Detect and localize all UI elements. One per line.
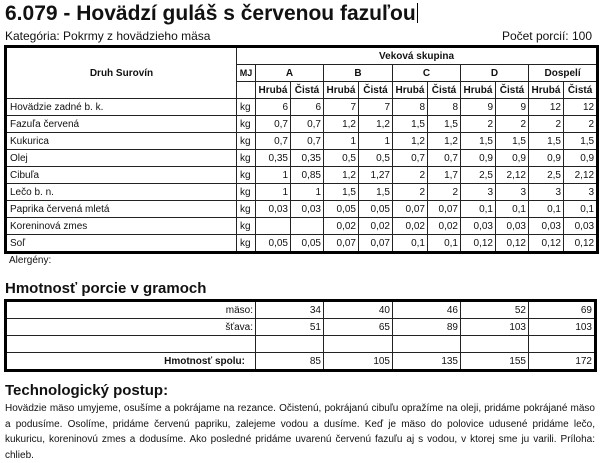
gross-amount-cell: 0,7 [393,150,428,167]
net-amount-cell: 0,85 [291,167,324,184]
gross-amount-cell: 1,5 [529,133,564,150]
col-header-gross: Hrubá [461,82,496,99]
gross-amount-cell: 0,03 [461,218,496,235]
ingredient-unit: kg [237,235,256,253]
group-header-c: C [393,65,461,82]
net-amount-cell: 0,05 [359,201,393,218]
gross-amount-cell: 0,9 [461,150,496,167]
gross-amount-cell: 0,07 [393,201,428,218]
gross-amount-cell: 0,07 [324,235,359,253]
ingredient-row [6,235,598,253]
ingredient-row [6,201,598,218]
ingredient-unit: kg [237,150,256,167]
net-amount-cell: 2 [496,116,529,133]
weight-value-cell: 103 [461,319,529,336]
gross-amount-cell: 0,1 [393,235,428,253]
gross-amount-cell: 2,5 [529,167,564,184]
weight-value-cell: 103 [529,319,596,336]
net-amount-cell: 1 [291,184,324,201]
net-amount-cell: 8 [428,99,461,116]
portion-weight-heading: Hmotnosť porcie v gramoch [5,280,207,297]
net-amount-cell: 0,1 [428,235,461,253]
gross-amount-cell: 3 [529,184,564,201]
net-amount-cell: 0,1 [564,201,598,218]
net-amount-cell: 0,03 [564,218,598,235]
col-header-gross: Hrubá [324,82,359,99]
col-header-net: Čistá [496,82,529,99]
net-amount-cell: 1,5 [564,133,598,150]
net-amount-cell: 0,07 [428,201,461,218]
weight-value-cell [461,336,529,353]
col-header-net: Čistá [359,82,393,99]
portion-count: Počet porcií: 100 [501,29,592,43]
net-amount-cell: 0,02 [359,218,393,235]
gross-amount-cell: 2 [529,116,564,133]
net-amount-cell: 0,7 [291,116,324,133]
gross-amount-cell: 1,5 [461,133,496,150]
recipe-title-text: 6.079 - Hovädzí guláš s červenou fazuľou [5,2,416,25]
weight-value-cell: 155 [461,353,529,371]
net-amount-cell: 2,12 [564,167,598,184]
weight-row [6,336,596,353]
weight-value-cell: 65 [324,319,393,336]
ingredient-name: Lečo b. n. [6,184,237,201]
gross-amount-cell: 0,03 [529,218,564,235]
net-amount-cell: 1 [359,133,393,150]
gross-amount-cell: 0,05 [256,235,291,253]
procedure-text: Hovädzie mäso umyjeme, osušíme a pokrájame na rezance. Očistenú, pokrájanú cibuľu opražíme na oleji, pridáme pokrájané mäso a podusíme. Osolíme, pridáme červenú papriku, zalejeme vodou a dusíme. Keď je mäso do polovice udusené pridáme lečo, kukuricu, koreninovú zmes a dodusíme. Ako posledné pridáme uvarenú červenú fazuľu aj s vodou, v ktorej sme ju varili. Príloha: chlieb. [5,403,595,461]
gross-amount-cell: 1,2 [324,116,359,133]
ingredient-name: Soľ [6,235,237,253]
gross-amount-cell [256,218,291,235]
gross-amount-cell: 0,9 [529,150,564,167]
weight-value-cell: 46 [393,301,461,319]
ingredient-row [6,116,598,133]
gross-amount-cell: 1,2 [324,167,359,184]
weight-label: Hmotnosť spolu: [6,353,256,371]
gross-amount-cell: 2 [461,116,496,133]
ingredient-name: Paprika červená mletá [6,201,237,218]
net-amount-cell: 0,02 [428,218,461,235]
weight-label: mäso: [6,301,256,319]
net-amount-cell: 0,7 [428,150,461,167]
weight-value-cell [529,336,596,353]
net-amount-cell: 0,12 [564,235,598,253]
text-cursor [417,3,418,23]
net-amount-cell: 0,03 [496,218,529,235]
total-weight-row [6,353,596,371]
ingredient-row [6,99,598,116]
net-amount-cell: 3 [564,184,598,201]
net-amount-cell: 1,5 [496,133,529,150]
col-header-net: Čistá [428,82,461,99]
gross-amount-cell: 1 [256,184,291,201]
weight-row [6,319,596,336]
ingredient-unit: kg [237,99,256,116]
net-amount-cell: 3 [496,184,529,201]
ingredient-unit: kg [237,184,256,201]
gross-amount-cell: 0,7 [256,133,291,150]
group-header-b: B [324,65,393,82]
gross-amount-cell: 2 [393,184,428,201]
gross-amount-cell: 8 [393,99,428,116]
ingredient-name: Hovädzie zadné b. k. [6,99,237,116]
gross-amount-cell: 0,05 [324,201,359,218]
ingredient-name: Fazuľa červená [6,116,237,133]
net-amount-cell: 0,35 [291,150,324,167]
gross-amount-cell: 3 [461,184,496,201]
weight-value-cell: 172 [529,353,596,371]
gross-amount-cell: 0,1 [461,201,496,218]
gross-amount-cell: 0,02 [324,218,359,235]
ingredient-unit: kg [237,116,256,133]
net-amount-cell: 0,12 [496,235,529,253]
col-header-gross: Hrubá [529,82,564,99]
net-amount-cell: 7 [359,99,393,116]
net-amount-cell: 0,07 [359,235,393,253]
ingredient-row [6,150,598,167]
col-header-net: Čistá [291,82,324,99]
ingredient-unit: kg [237,218,256,235]
net-amount-cell: 0,1 [496,201,529,218]
gross-amount-cell: 0,02 [393,218,428,235]
ingredient-name: Koreninová zmes [6,218,237,235]
col-header-mj: MJ [237,65,256,82]
weight-value-cell: 105 [324,353,393,371]
ingredient-row [6,218,598,235]
net-amount-cell: 9 [496,99,529,116]
gross-amount-cell: 1,5 [393,116,428,133]
gross-amount-cell: 0,5 [324,150,359,167]
ingredient-unit: kg [237,201,256,218]
col-header-ingredient: Druh Surovín [6,47,237,99]
net-amount-cell: 2 [428,184,461,201]
gross-amount-cell: 0,12 [461,235,496,253]
net-amount-cell: 2 [564,116,598,133]
weight-label: šťava: [6,319,256,336]
gross-amount-cell: 9 [461,99,496,116]
weight-value-cell: 34 [256,301,324,319]
gross-amount-cell: 0,7 [256,116,291,133]
ingredient-row [6,184,598,201]
net-amount-cell: 1,27 [359,167,393,184]
weight-value-cell: 135 [393,353,461,371]
weight-value-cell: 89 [393,319,461,336]
ingredient-unit: kg [237,167,256,184]
weight-value-cell [324,336,393,353]
weight-row [6,301,596,319]
gross-amount-cell: 0,03 [256,201,291,218]
recipe-title[interactable] [5,2,418,26]
net-amount-cell: 0,03 [291,201,324,218]
ingredient-name: Kukurica [6,133,237,150]
weight-value-cell [393,336,461,353]
net-amount-cell: 1,2 [428,133,461,150]
weight-value-cell [256,336,324,353]
net-amount-cell: 6 [291,99,324,116]
weight-value-cell: 52 [461,301,529,319]
ingredient-row [6,133,598,150]
net-amount-cell: 1,5 [428,116,461,133]
weight-label [6,336,256,353]
gross-amount-cell: 0,1 [529,201,564,218]
net-amount-cell: 2,12 [496,167,529,184]
col-header-net: Čistá [564,82,598,99]
net-amount-cell: 0,05 [291,235,324,253]
weight-value-cell: 51 [256,319,324,336]
ingredient-unit: kg [237,133,256,150]
net-amount-cell: 1,7 [428,167,461,184]
group-header-a: A [256,65,324,82]
ingredient-row [6,167,598,184]
gross-amount-cell: 6 [256,99,291,116]
gross-amount-cell: 1 [256,167,291,184]
mj-empty-cell [237,82,256,99]
net-amount-cell: 0,5 [359,150,393,167]
net-amount-cell: 0,9 [496,150,529,167]
col-header-gross: Hrubá [256,82,291,99]
group-header-adults: Dospelí [529,65,598,82]
recipe-category: Kategória: Pokrmy z hovädzieho mäsa [5,29,211,43]
ingredients-table [4,45,599,254]
weight-value-cell: 85 [256,353,324,371]
gross-amount-cell: 1,5 [324,184,359,201]
ingredient-name: Cibuľa [6,167,237,184]
gross-amount-cell: 0,35 [256,150,291,167]
allergens-label: Alergény: [9,255,52,266]
gross-amount-cell: 7 [324,99,359,116]
weight-value-cell: 69 [529,301,596,319]
gross-amount-cell: 1,2 [393,133,428,150]
weight-value-cell: 40 [324,301,393,319]
net-amount-cell: 0,9 [564,150,598,167]
gross-amount-cell: 2,5 [461,167,496,184]
net-amount-cell: 0,7 [291,133,324,150]
procedure-heading: Technologický postup: [5,382,169,399]
age-group-header: Veková skupina [237,47,598,65]
net-amount-cell: 1,2 [359,116,393,133]
gross-amount-cell: 2 [393,167,428,184]
group-header-d: D [461,65,529,82]
net-amount-cell: 1,5 [359,184,393,201]
net-amount-cell: 12 [564,99,598,116]
net-amount-cell [291,218,324,235]
gross-amount-cell: 12 [529,99,564,116]
ingredient-name: Olej [6,150,237,167]
portion-weight-table [4,299,597,372]
col-header-gross: Hrubá [393,82,428,99]
gross-amount-cell: 0,12 [529,235,564,253]
gross-amount-cell: 1 [324,133,359,150]
